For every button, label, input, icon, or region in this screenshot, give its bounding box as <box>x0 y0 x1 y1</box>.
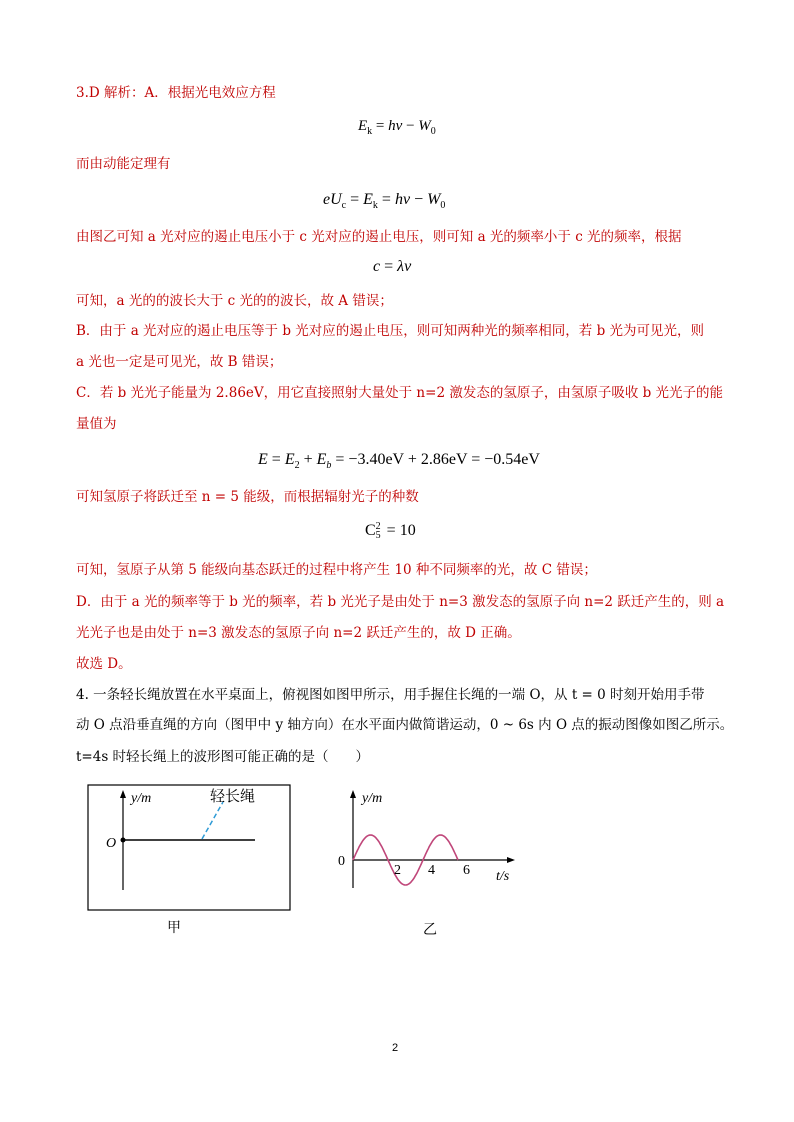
figure-jia-rope-label: 轻长绳 <box>210 789 256 805</box>
solution-line-6: a 光也一定是可见光，故 B 错误； <box>76 354 283 370</box>
figure-yi-zero-label: 0 <box>338 854 345 869</box>
solution-line-4: 可知，a 光的的波长大于 c 光的的波长，故 A 错误； <box>76 293 393 309</box>
solution-line-11: D．由于 a 光的频率等于 b 光的频率，若 b 光光子是由处于 n=3 激发态的氢原子向 n=2 跃迁产生的，则 a <box>76 594 725 610</box>
figure-yi-t-arrow <box>507 857 515 863</box>
equation-1: $E_k = h\nu - W_0$ <box>358 118 436 137</box>
equation-4: $E = E_2 + E_b = -3.40eV + 2.86eV = -0.54eV$ <box>258 451 540 472</box>
figure-jia-frame <box>88 785 290 910</box>
solution-line-13: 故选 D。 <box>76 656 132 672</box>
figure-yi <box>330 780 530 955</box>
equation-2: $eU_c = E_k = h\nu - W_0$ <box>323 191 446 212</box>
figure-jia-point-o <box>121 838 126 843</box>
figure-yi-y-label: y/m <box>362 791 383 806</box>
equation-5: C2 5 = 10 <box>365 521 416 542</box>
equation-3: c = λν <box>373 258 412 275</box>
solution-line-3: 由图乙可知 a 光对应的遏止电压小于 c 光对应的遏止电压，则可知 a 光的频率小于 c 光的频率，根据 <box>76 229 682 245</box>
figure-jia-leader-line <box>202 802 223 839</box>
page-number: 2 <box>392 1042 399 1054</box>
figure-yi-tick-6: 6 <box>463 863 470 878</box>
question-line-2: 动 O 点沿垂直绳的方向（图甲中 y 轴方向）在水平面内做简谐运动，0 ~ 6s 内 O 点的振动图像如图乙所示。 <box>76 717 734 733</box>
solution-line-7: C．若 b 光光子能量为 2.86eV，用它直接照射大量处于 n=2 激发态的氢原子，由氢原子吸收 b 光光子的能 <box>76 385 724 401</box>
figure-jia-y-arrow <box>120 790 126 798</box>
solution-line-9: 可知氢原子将跃迁至 n = 5 能级，而根据辐射光子的种数 <box>76 489 419 505</box>
figure-yi-t-label: t/s <box>496 869 510 884</box>
figure-yi-caption: 乙 <box>423 923 437 938</box>
solution-line-1: 3.D 解析：A．根据光电效应方程 <box>76 85 276 101</box>
solution-line-5: B．由于 a 光对应的遏止电压等于 b 光对应的遏止电压，则可知两种光的频率相同，若 b 光为可见光，则 <box>76 323 704 339</box>
solution-line-8: 量值为 <box>76 416 117 432</box>
solution-line-10: 可知，氢原子从第 5 能级向基态跃迁的过程中将产生 10 种不同频率的光，故 C 错误； <box>76 562 597 578</box>
solution-line-12: 光光子也是由处于 n=3 激发态的氢原子向 n=2 跃迁产生的，故 D 正确。 <box>76 625 521 641</box>
figure-jia-origin-label: O <box>106 836 117 851</box>
question-line-3: t=4s 时轻长绳上的波形图可能正确的是（ ） <box>76 749 370 765</box>
figure-yi-tick-2: 2 <box>394 863 401 878</box>
figure-yi-y-arrow <box>350 790 356 798</box>
solution-line-2: 而由动能定理有 <box>76 156 171 172</box>
question-line-1: 4. 一条轻长绳放置在水平桌面上，俯视图如图甲所示，用手握住长绳的一端 O，从 t = 0 时刻开始用手带 <box>76 687 705 703</box>
figure-jia <box>85 780 300 955</box>
figure-yi-tick-4: 4 <box>428 863 435 878</box>
figure-jia-caption: 甲 <box>167 921 181 936</box>
figure-jia-y-label: y/m <box>131 791 152 806</box>
